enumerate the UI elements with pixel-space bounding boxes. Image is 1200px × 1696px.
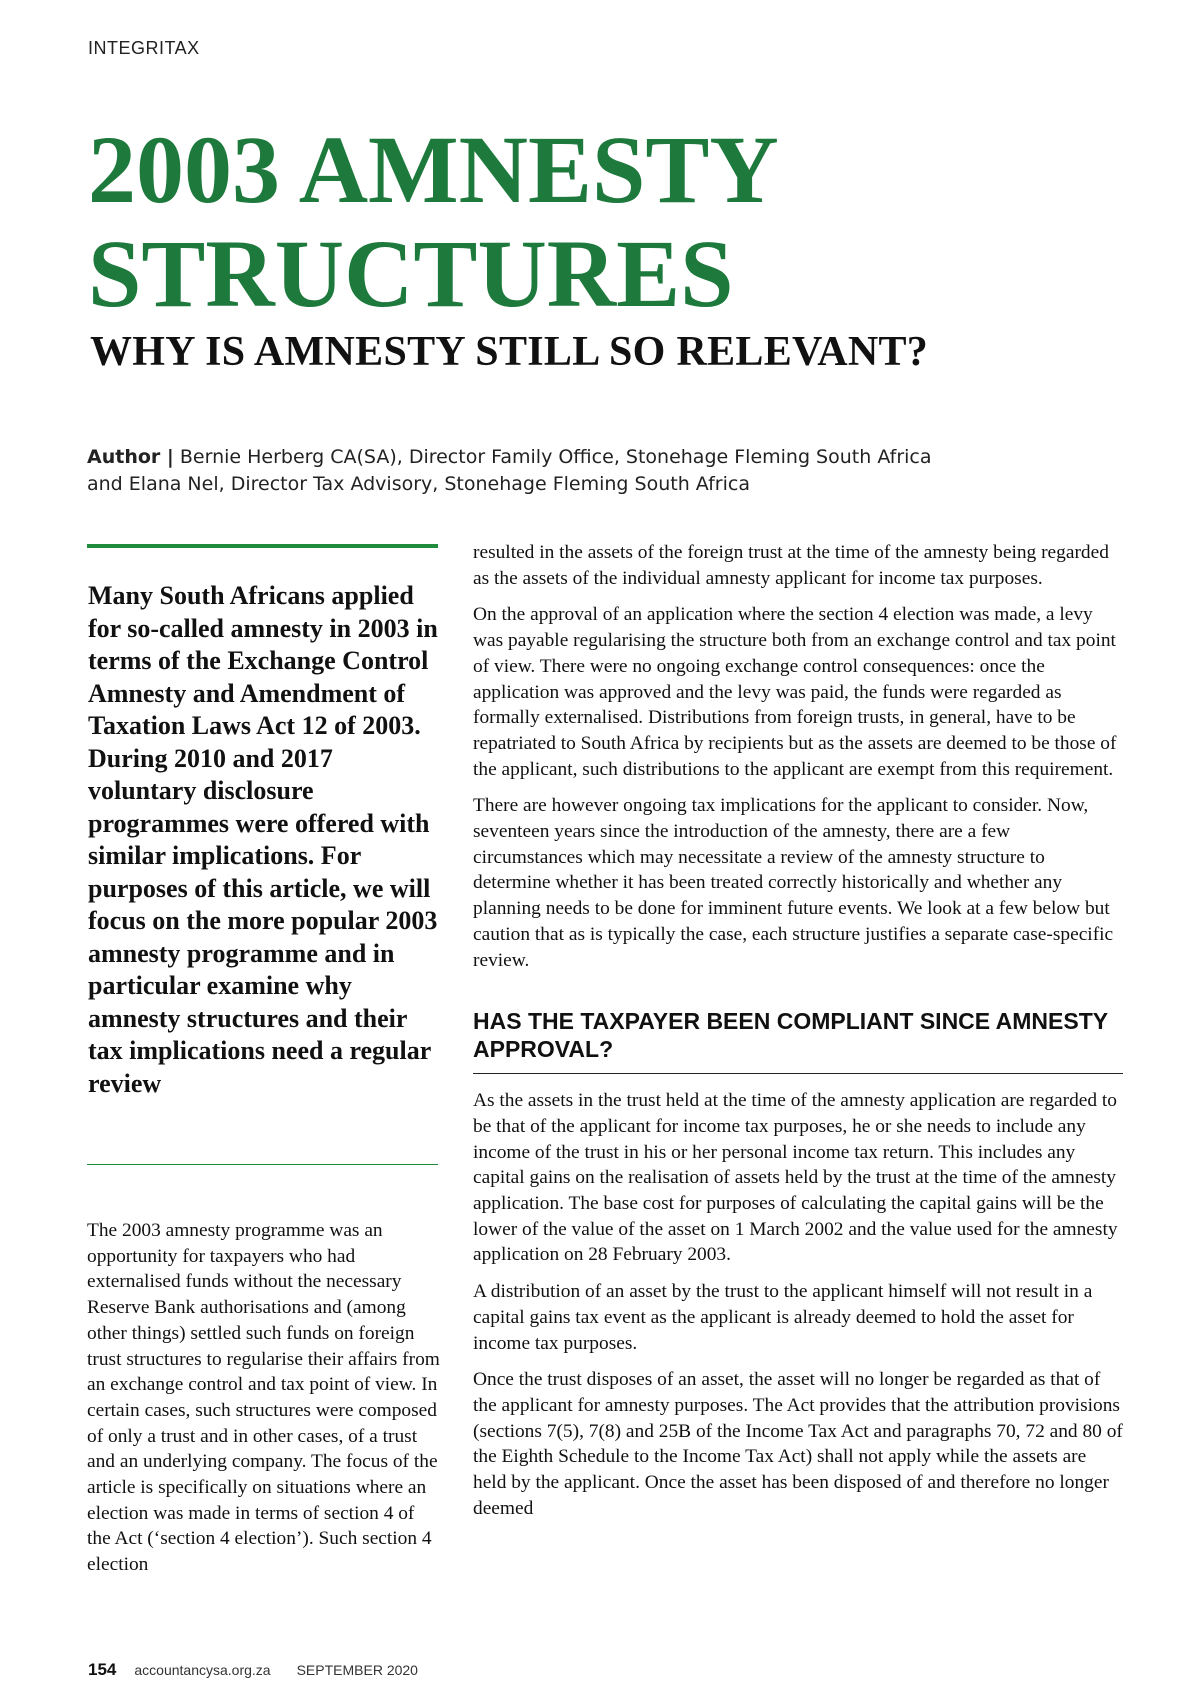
section-heading: HAS THE TAXPAYER BEEN COMPLIANT SINCE AMNESTY APPROVAL? <box>473 1008 1108 1063</box>
page-footer <box>88 1660 418 1680</box>
section-label: INTEGRITAX <box>88 38 200 58</box>
author-line-1: Bernie Herberg CA(SA), Director Family Office, Stonehage Fleming South Africa <box>173 446 932 468</box>
left-body-paragraph: The 2003 amnesty programme was an opportunity for taxpayers who had externalised funds without the necessary Reserve Bank authorisations and (among other things) settled such funds on foreign trust structures to regularise their affairs from an exchange control and tax point of view. In certain cases, such structures were composed of only a trust and in other cases, of a trust and an underlying company. The focus of the article is specifically on situations where an election was made in terms of section 4 of the Act (‘section 4 election’). Such section 4 election <box>87 1220 440 1576</box>
body-paragraph: resulted in the assets of the foreign trust at the time of the amnesty being regarded as the assets of the individual amnesty applicant for income tax purposes. <box>473 542 1109 589</box>
body-paragraph: On the approval of an application where the section 4 election was made, a levy was payable regularising the structure both from an exchange control and tax point of view. There were no ongoing exchange control consequences: once the application was approved and the levy was paid, the funds were regarded as formally externalised. Distributions from foreign trusts, in general, have to be repatriated to South Africa by recipients but as the assets are deemed to be those of the applicant, such distributions to the applicant are exempt from this requirement. <box>473 604 1117 780</box>
title-line-2: STRUCTURES <box>88 220 734 327</box>
section-heading-rule <box>473 1073 1123 1074</box>
pull-quote-top-rule <box>87 544 438 548</box>
right-column-body <box>473 540 1123 1533</box>
pull-quote-bottom-rule <box>87 1164 438 1165</box>
body-paragraph: There are however ongoing tax implications for the applicant to consider. Now, seventeen years since the introduction of the amnesty, there are a few circumstances which may necessitate a review of the amnesty structure to determine whether it has been treated correctly historically and whether any planning needs to be done for imminent future events. We look at a few below but caution that as is typically the case, each structure justifies a separate case-specific review. <box>473 795 1114 971</box>
footer-issue-date: SEPTEMBER 2020 <box>296 1662 418 1678</box>
title-line-1: 2003 AMNESTY <box>88 116 779 223</box>
author-label: Author | <box>87 446 174 468</box>
author-line-2: and Elana Nel, Director Tax Advisory, Stonehage Fleming South Africa <box>87 473 750 495</box>
body-paragraph: Once the trust disposes of an asset, the asset will no longer be regarded as that of the applicant for amnesty purposes. The Act provides that the attribution provisions (sections 7(5), 7(8) and 25B of the Income Tax Act and paragraphs 70, 72 and 80 of the Eighth Schedule to the Income Tax Act) shall not apply while the assets are held by the applicant. Once the asset has been disposed of and therefore no longer deemed <box>473 1369 1123 1519</box>
body-paragraph: A distribution of an asset by the trust to the applicant himself will not result in a capital gains tax event as the applicant is already deemed to hold the asset for income tax purposes. <box>473 1281 1093 1354</box>
footer-website: accountancysa.org.za <box>134 1662 271 1678</box>
left-column-body <box>87 1218 442 1578</box>
page-number: 154 <box>88 1660 117 1679</box>
author-byline <box>87 444 1127 498</box>
pull-quote: Many South Africans applied for so-called amnesty in 2003 in terms of the Exchange Control Amnesty and Amendment of Taxation Laws Act 12 of 2003. During 2010 and 2017 voluntary disclosure programmes were offered with similar implications. For purposes of this article, we will focus on the more popular 2003 amnesty programme and in particular examine why amnesty structures and their tax implications need a regular review <box>88 581 438 1098</box>
article-title <box>88 118 1128 326</box>
body-paragraph: As the assets in the trust held at the time of the amnesty application are regarded to be that of the applicant for income tax purposes, he or she needs to include any income of the trust in his or her personal income tax return. This includes any capital gains on the realisation of assets held by the trust at the time of the amnesty application. The base cost for purposes of calculating the capital gains will be the lower of the value of the asset on 1 March 2002 and the value used for the amnesty application on 28 February 2003. <box>473 1090 1118 1266</box>
article-subtitle: WHY IS AMNESTY STILL SO RELEVANT? <box>90 329 929 375</box>
